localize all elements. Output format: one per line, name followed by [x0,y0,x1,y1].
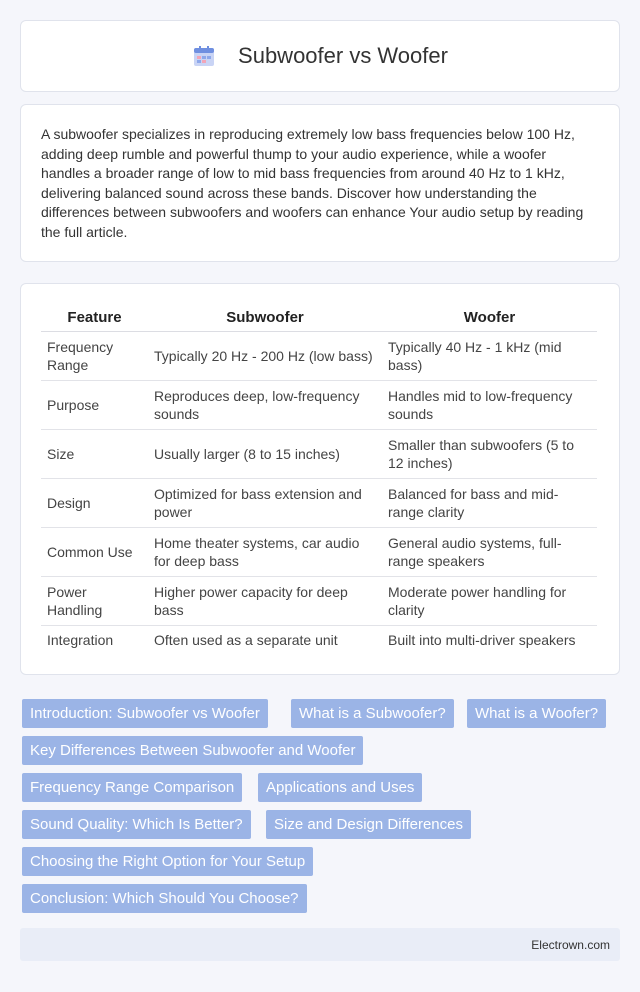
column-header-feature: Feature [41,304,148,331]
table-row [41,527,597,576]
table-cell: Often used as a separate unit [154,632,338,649]
table-cell: Home theater systems, car audio for deep bass [148,527,382,576]
table-cell: Optimized for bass extension and power [148,478,382,527]
table-cell: Size [41,429,148,478]
topic-link-introduction[interactable]: Introduction: Subwoofer vs Woofer [22,699,268,728]
topic-link-what-is-woofer[interactable]: What is a Woofer? [467,699,606,728]
table-row [41,576,597,625]
column-header-woofer: Woofer [382,304,597,331]
table-cell: Common Use [41,527,148,576]
topic-link-choosing-option[interactable]: Choosing the Right Option for Your Setup [22,847,313,876]
table-cell: Frequency Range [41,331,148,380]
table-cell: Smaller than subwoofers (5 to 12 inches) [382,429,597,478]
table-cell: Reproduces deep, low-frequency sounds [148,380,382,429]
column-header-subwoofer: Subwoofer [148,304,382,331]
table-header-row [41,304,597,331]
table-cell: Purpose [41,380,148,429]
table-cell: Design [41,478,148,527]
table-cell: Usually larger (8 to 15 inches) [148,429,382,478]
intro-card [20,104,620,262]
calendar-icon [192,44,216,68]
table-row [41,478,597,527]
table-row [41,625,597,655]
intro-text: A subwoofer specializes in reproducing extremely low bass frequencies below 100 Hz, adding deep rumble and powerful thump to your audio experience, while a woofer handles a broader range of low to mid bass frequencies from around 40 Hz to 1 kHz, delivering balanced sound across these bands. Discover how understanding the differences between subwoofers and woofers can enhance Your audio setup by reading the full article. [41,126,584,240]
topic-link-key-differences[interactable]: Key Differences Between Subwoofer and Woofer [22,736,363,765]
table-cell: Typically 20 Hz - 200 Hz (low bass) [148,331,382,380]
page-title: Subwoofer vs Woofer [238,43,448,68]
comparison-table [41,304,597,655]
topic-link-what-is-subwoofer[interactable]: What is a Subwoofer? [291,699,454,728]
table-cell: Moderate power handling for clarity [382,576,597,625]
topic-link-size-design[interactable]: Size and Design Differences [266,810,471,839]
footer [20,928,620,961]
table-cell: Built into multi-driver speakers [388,632,576,649]
table-row [41,429,597,478]
table-row [41,380,597,429]
header-card [20,20,620,92]
table-cell: Typically 40 Hz - 1 kHz (mid bass) [382,331,597,380]
table-cell: Handles mid to low-frequency sounds [382,380,597,429]
topic-link-applications[interactable]: Applications and Uses [258,773,422,802]
table-cell: Integration [47,632,114,649]
footer-brand: Electrown.com [531,937,610,952]
table-cell: General audio systems, full-range speakers [382,527,597,576]
table-cell: Balanced for bass and mid-range clarity [382,478,597,527]
table-cell: Power Handling [41,576,148,625]
topic-link-sound-quality[interactable]: Sound Quality: Which Is Better? [22,810,251,839]
comparison-table-card [20,283,620,675]
table-cell: Higher power capacity for deep bass [148,576,382,625]
topic-link-conclusion[interactable]: Conclusion: Which Should You Choose? [22,884,307,913]
topic-link-frequency-range[interactable]: Frequency Range Comparison [22,773,242,802]
table-row [41,331,597,380]
